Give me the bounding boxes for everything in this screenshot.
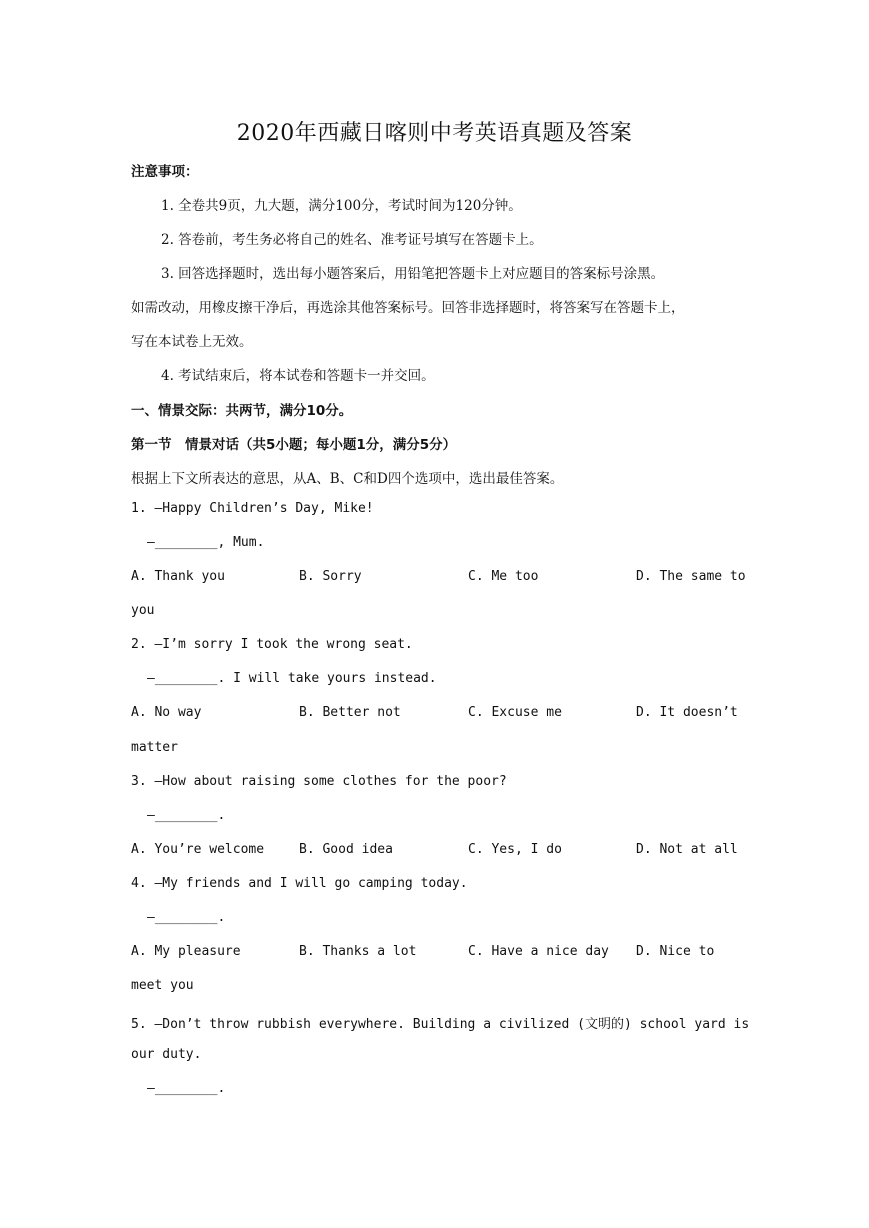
question-5-prompt: 5. —Don’t throw rubbish everywhere. Building a civilized (文明的) school yard is xyxy=(131,1017,750,1032)
section-1-heading: 第一节 情景对话（共5小题；每小题1分，满分5分） xyxy=(131,437,457,453)
question-1-option-wrap: you xyxy=(131,603,155,618)
page-title: 2020年西藏日喀则中考英语真题及答案 xyxy=(236,121,633,146)
option-a[interactable]: A. Thank you xyxy=(131,569,225,584)
question-3-response: —________. xyxy=(147,808,226,823)
option-b[interactable]: B. Better not xyxy=(299,705,401,720)
question-1-response: —________, Mum. xyxy=(147,535,265,550)
notice-item-3-line-2: 如需改动，用橡皮擦干净后，再选涂其他答案标号。回答非选择题时，将答案写在答题卡上， xyxy=(131,300,685,316)
part-1-heading: 一、情景交际：共两节，满分10分。 xyxy=(131,403,353,419)
option-d[interactable]: D. Not at all xyxy=(636,842,738,857)
option-a[interactable]: A. No way xyxy=(131,705,202,720)
notice-heading: 注意事项： xyxy=(131,164,199,180)
question-3-prompt: 3. —How about raising some clothes for the poor? xyxy=(131,774,507,789)
option-d[interactable]: D. Nice to xyxy=(636,944,715,959)
option-b[interactable]: B. Good idea xyxy=(299,842,393,857)
notice-item-2: 2. 答卷前，考生务必将自己的姓名、准考证号填写在答题卡上。 xyxy=(161,232,543,248)
notice-item-1: 1. 全卷共9页，九大题，满分100分，考试时间为120分钟。 xyxy=(161,198,522,214)
question-2-option-wrap: matter xyxy=(131,740,178,755)
option-c[interactable]: C. Have a nice day xyxy=(468,944,609,959)
question-4-option-wrap: meet you xyxy=(131,978,194,993)
notice-item-3-line-3: 写在本试卷上无效。 xyxy=(131,334,253,350)
option-b[interactable]: B. Sorry xyxy=(299,569,362,584)
question-2-options xyxy=(131,705,737,727)
option-c[interactable]: C. Excuse me xyxy=(468,705,562,720)
question-1-options xyxy=(131,569,746,591)
question-4-options xyxy=(131,944,737,966)
option-d[interactable]: D. It doesn’t xyxy=(636,705,738,720)
question-2-prompt: 2. —I’m sorry I took the wrong seat. xyxy=(131,637,413,652)
question-2-response: —________. I will take yours instead. xyxy=(147,671,437,686)
question-3-options xyxy=(131,842,737,864)
option-c[interactable]: C. Me too xyxy=(468,569,539,584)
question-1-prompt: 1. —Happy Children’s Day, Mike! xyxy=(131,501,374,516)
notice-item-4: 4. 考试结束后，将本试卷和答题卡一并交回。 xyxy=(161,368,435,384)
option-a[interactable]: A. You’re welcome xyxy=(131,842,265,857)
option-c[interactable]: C. Yes, I do xyxy=(468,842,562,857)
option-d[interactable]: D. The same to xyxy=(636,569,746,584)
option-a[interactable]: A. My pleasure xyxy=(131,944,241,959)
question-4-response: —________. xyxy=(147,910,226,925)
question-5-prompt-continued: our duty. xyxy=(131,1047,202,1062)
option-b[interactable]: B. Thanks a lot xyxy=(299,944,417,959)
notice-item-3-line-1: 3. 回答选择题时，选出每小题答案后，用铅笔把答题卡上对应题目的答案标号涂黑。 xyxy=(161,266,665,282)
section-instruction: 根据上下文所表达的意思，从A、B、C和D四个选项中，选出最佳答案。 xyxy=(131,471,564,487)
question-4-prompt: 4. —My friends and I will go camping today. xyxy=(131,876,468,891)
question-5-response: —________. xyxy=(147,1081,226,1096)
